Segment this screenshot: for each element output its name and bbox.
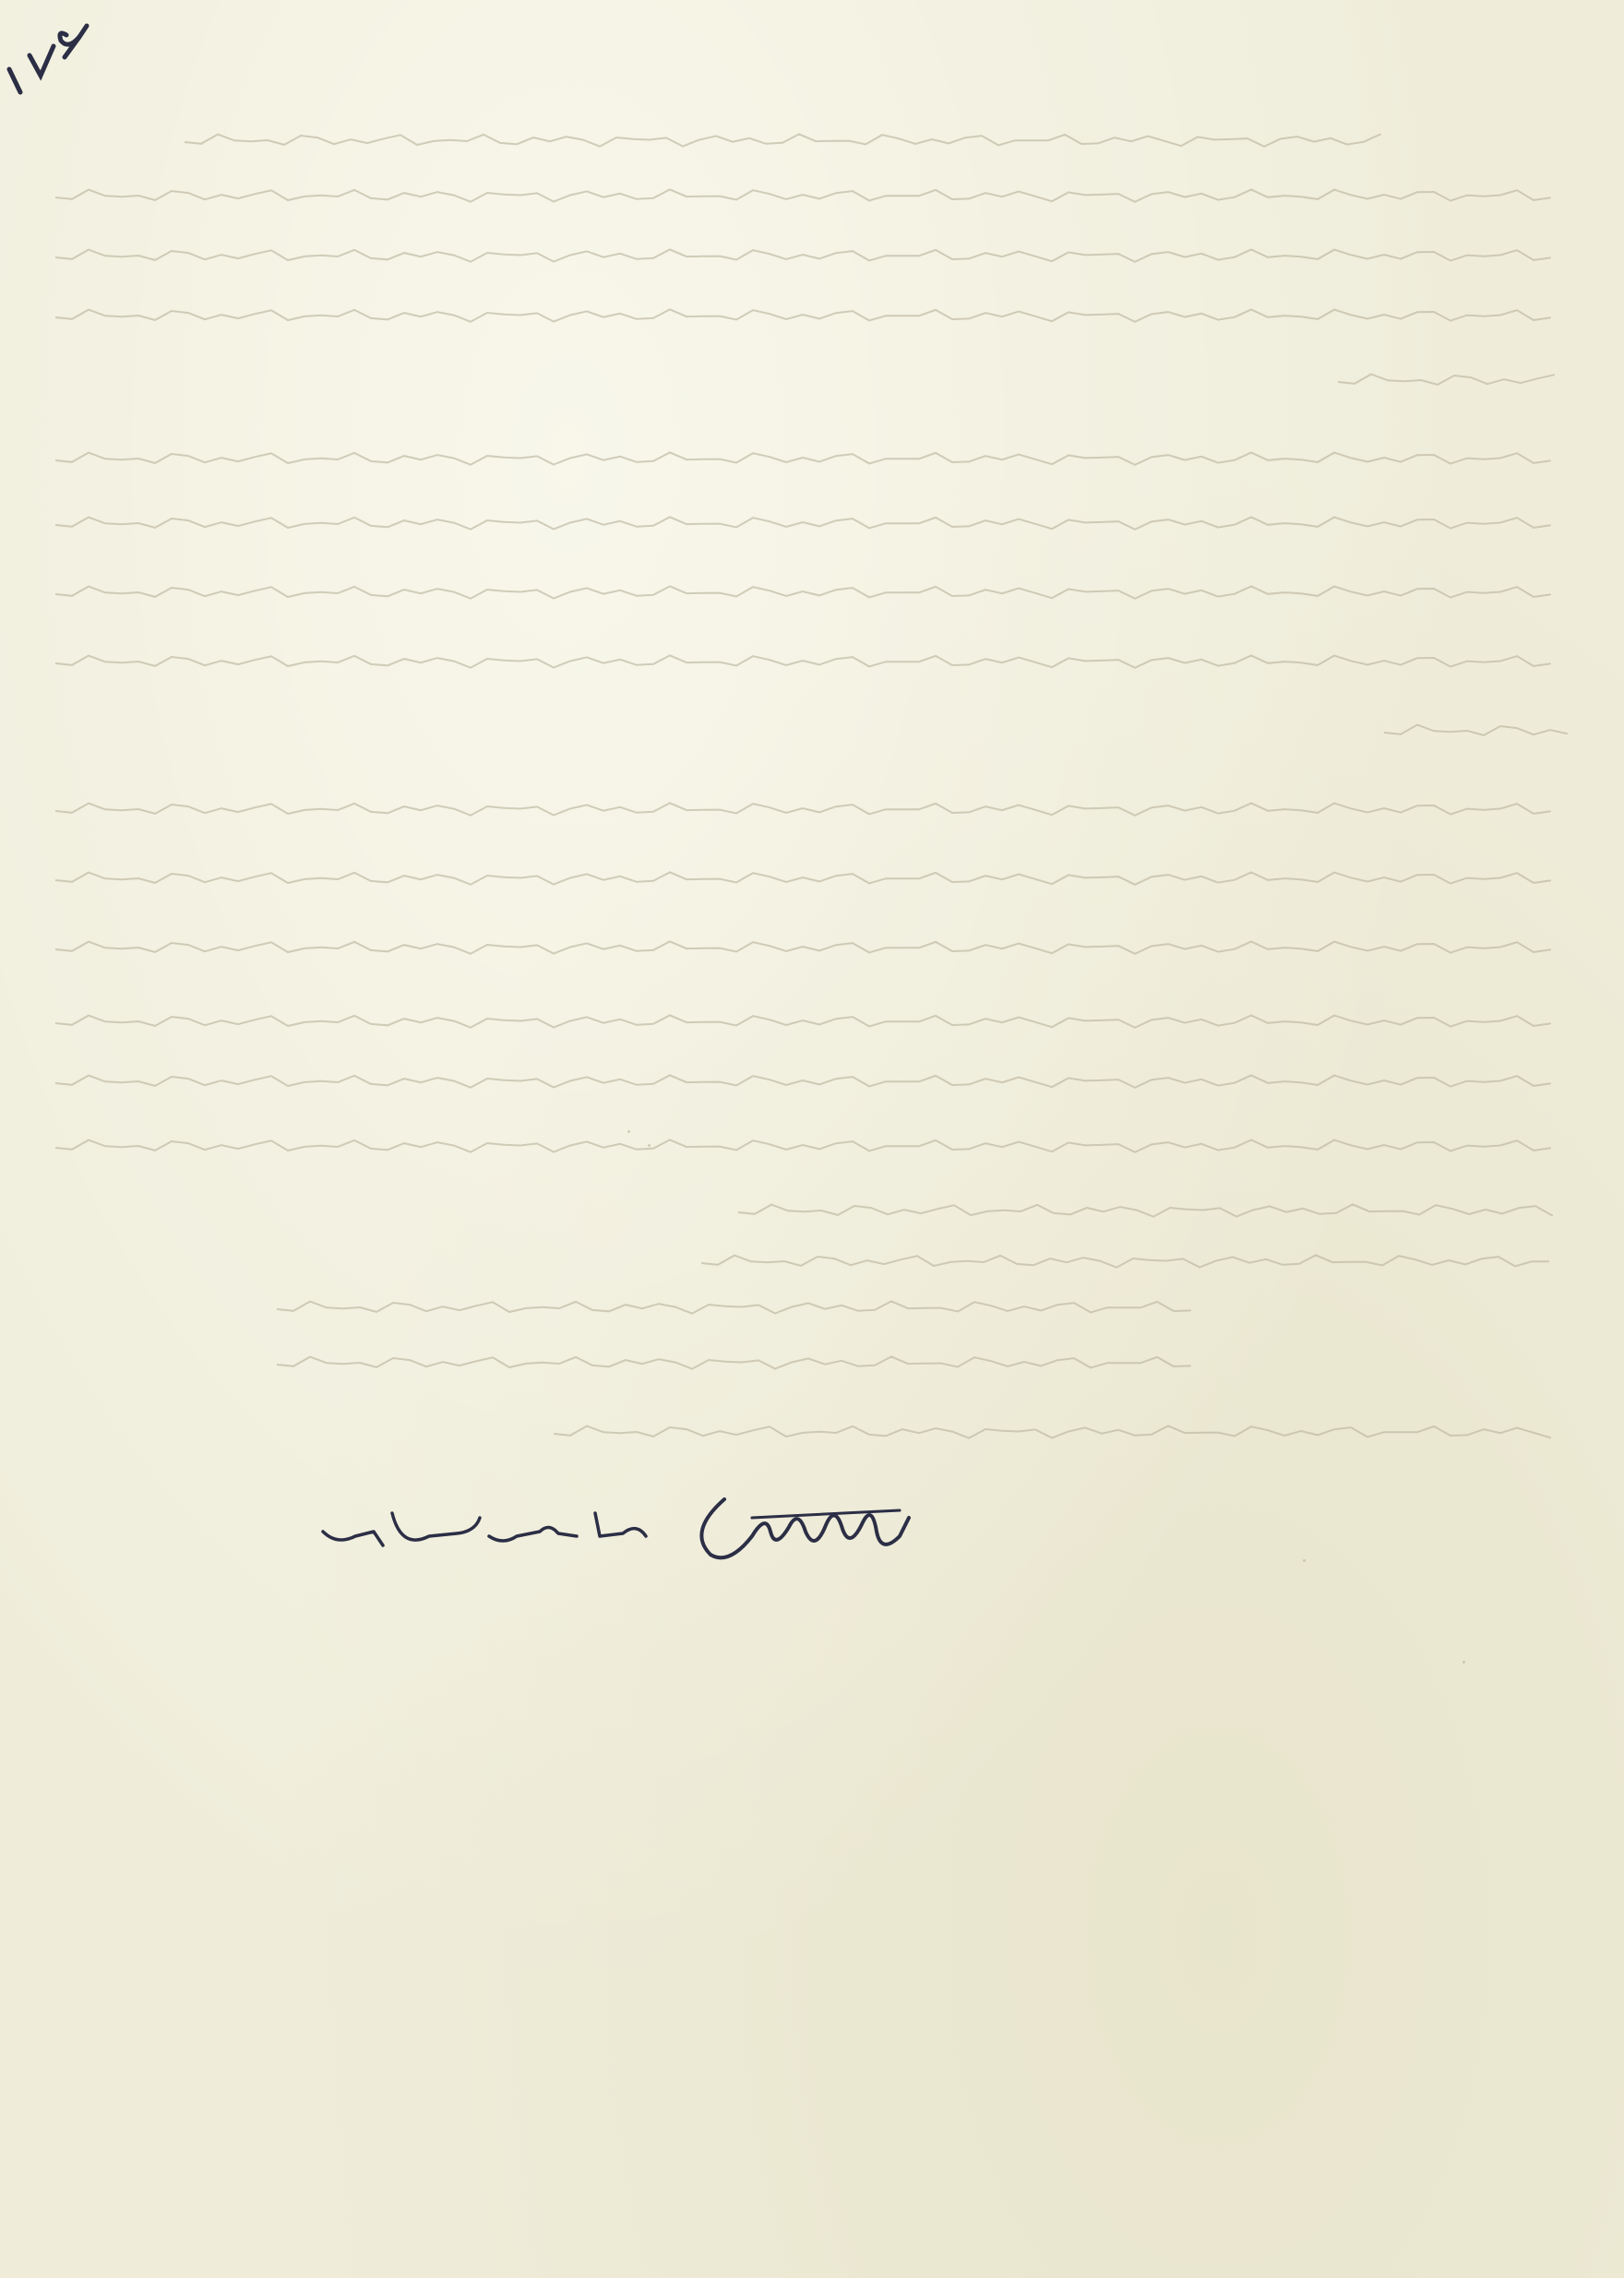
handwritten-line — [55, 1001, 1559, 1038]
paper-speck — [1463, 1661, 1465, 1664]
handwritten-line — [55, 927, 1559, 964]
handwritten-line — [55, 235, 1559, 272]
handwritten-line — [701, 1241, 1559, 1278]
board-member-signature — [318, 1495, 655, 1559]
handwritten-line — [55, 438, 1559, 475]
handwritten-line — [55, 572, 1559, 609]
handwritten-line — [738, 1190, 1559, 1227]
handwritten-line — [185, 120, 1384, 157]
handwritten-line — [55, 295, 1559, 332]
paper-speck — [1303, 1559, 1306, 1562]
handwritten-line — [1338, 360, 1569, 397]
handwritten-line — [55, 1126, 1559, 1163]
chairman-signature — [687, 1481, 918, 1573]
handwritten-line — [277, 1342, 1200, 1379]
handwritten-line — [55, 858, 1559, 895]
handwritten-line — [55, 175, 1559, 212]
handwritten-line — [1384, 710, 1569, 747]
handwritten-line — [55, 1061, 1559, 1098]
handwritten-line — [554, 1412, 1559, 1449]
handwritten-line — [55, 789, 1559, 826]
handwritten-line — [55, 503, 1559, 540]
handwritten-page-number — [0, 18, 102, 97]
handwritten-line — [55, 641, 1559, 678]
handwritten-line — [277, 1287, 1200, 1324]
